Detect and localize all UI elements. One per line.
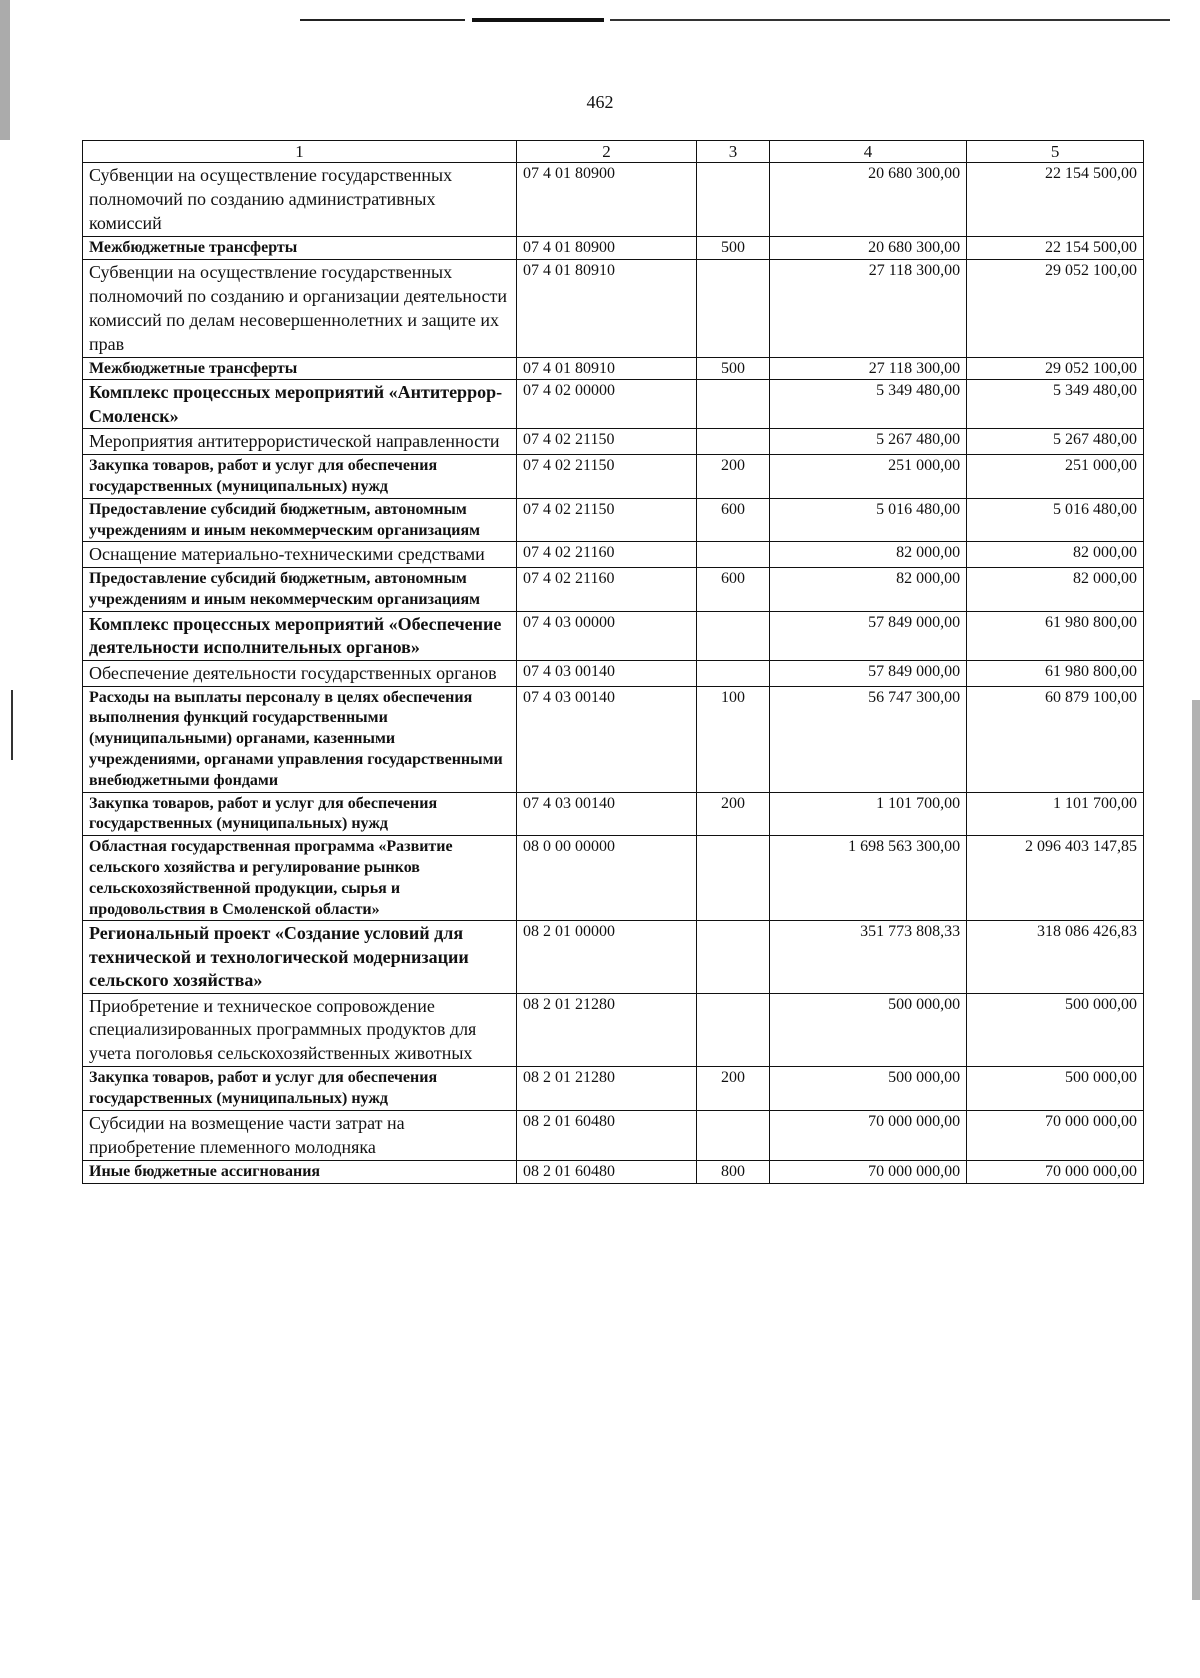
- row-value-2026-cell: 29 052 100,00: [967, 357, 1144, 380]
- row-value-2026-cell: 82 000,00: [967, 542, 1144, 568]
- row-value-2026-cell: 5 016 480,00: [967, 498, 1144, 542]
- row-code-cell: 07 4 03 00140: [517, 660, 697, 686]
- table-body: [83, 163, 1144, 1183]
- row-type-cell: [697, 611, 770, 660]
- row-code-cell: 07 4 03 00000: [517, 611, 697, 660]
- row-value-2026-cell: 500 000,00: [967, 1067, 1144, 1111]
- row-value-2025-cell: 57 849 000,00: [769, 660, 966, 686]
- row-value-2025-cell: 1 698 563 300,00: [769, 836, 966, 921]
- row-code-cell: 07 4 01 80900: [517, 237, 697, 260]
- row-value-2025-cell: 5 016 480,00: [769, 498, 966, 542]
- row-type-cell: [697, 660, 770, 686]
- table-row: [83, 455, 1144, 499]
- row-code-cell: 07 4 03 00140: [517, 686, 697, 792]
- table-row: [83, 568, 1144, 612]
- scan-artifact-left: [0, 0, 10, 140]
- row-name-cell: Оснащение материально-техническими средствами: [83, 542, 517, 568]
- row-value-2025-cell: 500 000,00: [769, 1067, 966, 1111]
- header-col-5: 5: [967, 141, 1144, 163]
- row-value-2025-cell: 5 349 480,00: [769, 380, 966, 429]
- header-col-4: 4: [769, 141, 966, 163]
- header-col-3: 3: [697, 141, 770, 163]
- row-value-2026-cell: 500 000,00: [967, 993, 1144, 1067]
- row-value-2025-cell: 27 118 300,00: [769, 259, 966, 357]
- row-name-cell: Мероприятия антитеррористической направленности: [83, 429, 517, 455]
- row-name-cell: Субвенции на осуществление государственных полномочий по созданию и организации деятельности комиссий по делам несовершеннолетних и защите их прав: [83, 259, 517, 357]
- row-type-cell: [697, 836, 770, 921]
- table-row: [83, 1160, 1144, 1183]
- table-row: [83, 993, 1144, 1067]
- table-row: [83, 357, 1144, 380]
- row-value-2025-cell: 27 118 300,00: [769, 357, 966, 380]
- row-name-cell: Приобретение и техническое сопровождение специализированных программных продуктов для учета поголовья сельскохозяйственных животных: [83, 993, 517, 1067]
- row-value-2026-cell: 251 000,00: [967, 455, 1144, 499]
- row-name-cell: Субвенции на осуществление государственных полномочий по созданию административных комиссий: [83, 163, 517, 237]
- scan-artifact-left-mark: [11, 690, 13, 760]
- table-row: [83, 498, 1144, 542]
- row-type-cell: [697, 1110, 770, 1160]
- row-name-cell: Субсидии на возмещение части затрат на приобретение племенного молодняка: [83, 1110, 517, 1160]
- row-value-2025-cell: 500 000,00: [769, 993, 966, 1067]
- table-row: [83, 1110, 1144, 1160]
- row-value-2026-cell: 1 101 700,00: [967, 792, 1144, 836]
- table-header-row: [83, 141, 1144, 163]
- row-name-cell: Обеспечение деятельности государственных органов: [83, 660, 517, 686]
- table-row: [83, 380, 1144, 429]
- row-type-cell: 500: [697, 357, 770, 380]
- row-value-2025-cell: 5 267 480,00: [769, 429, 966, 455]
- row-name-cell: Закупка товаров, работ и услуг для обеспечения государственных (муниципальных) нужд: [83, 792, 517, 836]
- table-row: [83, 163, 1144, 237]
- row-value-2026-cell: 70 000 000,00: [967, 1110, 1144, 1160]
- row-code-cell: 07 4 03 00140: [517, 792, 697, 836]
- page-number: 462: [586, 92, 614, 112]
- row-code-cell: 08 2 01 21280: [517, 993, 697, 1067]
- row-type-cell: [697, 163, 770, 237]
- row-type-cell: 200: [697, 455, 770, 499]
- table-row: [83, 792, 1144, 836]
- row-name-cell: Областная государственная программа «Развитие сельского хозяйства и регулирование рынков сельскохозяйственной продукции, сырья и продовольствия в Смоленской области»: [83, 836, 517, 921]
- row-value-2026-cell: 318 086 426,83: [967, 921, 1144, 993]
- row-code-cell: 07 4 02 21150: [517, 429, 697, 455]
- table-row: [83, 921, 1144, 993]
- row-name-cell: Закупка товаров, работ и услуг для обеспечения государственных (муниципальных) нужд: [83, 1067, 517, 1111]
- row-type-cell: 200: [697, 792, 770, 836]
- row-name-cell: Региональный проект «Создание условий для технической и технологической модернизации сельского хозяйства»: [83, 921, 517, 993]
- row-name-cell: Закупка товаров, работ и услуг для обеспечения государственных (муниципальных) нужд: [83, 455, 517, 499]
- row-value-2025-cell: 251 000,00: [769, 455, 966, 499]
- row-value-2026-cell: 60 879 100,00: [967, 686, 1144, 792]
- row-name-cell: Предоставление субсидий бюджетным, автономным учреждениям и иным некоммерческим организациям: [83, 568, 517, 612]
- row-type-cell: [697, 993, 770, 1067]
- row-value-2026-cell: 5 349 480,00: [967, 380, 1144, 429]
- row-code-cell: 07 4 01 80900: [517, 163, 697, 237]
- row-name-cell: Комплекс процессных мероприятий «Антитеррор-Смоленск»: [83, 380, 517, 429]
- row-name-cell: Предоставление субсидий бюджетным, автономным учреждениям и иным некоммерческим организациям: [83, 498, 517, 542]
- row-code-cell: 07 4 02 21150: [517, 498, 697, 542]
- table-row: [83, 429, 1144, 455]
- row-name-cell: Межбюджетные трансферты: [83, 237, 517, 260]
- row-value-2026-cell: 2 096 403 147,85: [967, 836, 1144, 921]
- row-code-cell: 08 0 00 00000: [517, 836, 697, 921]
- table-row: [83, 836, 1144, 921]
- row-code-cell: 08 2 01 60480: [517, 1160, 697, 1183]
- row-type-cell: 600: [697, 568, 770, 612]
- row-name-cell: Комплекс процессных мероприятий «Обеспечение деятельности исполнительных органов»: [83, 611, 517, 660]
- table-row: [83, 542, 1144, 568]
- row-code-cell: 08 2 01 21280: [517, 1067, 697, 1111]
- row-value-2025-cell: 82 000,00: [769, 568, 966, 612]
- row-type-cell: 500: [697, 237, 770, 260]
- row-value-2026-cell: 22 154 500,00: [967, 237, 1144, 260]
- row-value-2026-cell: 61 980 800,00: [967, 611, 1144, 660]
- row-type-cell: 200: [697, 1067, 770, 1111]
- table-row: [83, 259, 1144, 357]
- budget-table: [82, 140, 1144, 1184]
- row-value-2026-cell: 22 154 500,00: [967, 163, 1144, 237]
- table-row: [83, 660, 1144, 686]
- row-code-cell: 08 2 01 00000: [517, 921, 697, 993]
- scan-artifact-top: [300, 18, 1170, 22]
- table-row: [83, 686, 1144, 792]
- row-type-cell: [697, 259, 770, 357]
- row-type-cell: 600: [697, 498, 770, 542]
- header-col-1: 1: [83, 141, 517, 163]
- table-row: [83, 611, 1144, 660]
- row-code-cell: 07 4 01 80910: [517, 259, 697, 357]
- row-value-2026-cell: 5 267 480,00: [967, 429, 1144, 455]
- row-code-cell: 07 4 02 00000: [517, 380, 697, 429]
- row-value-2025-cell: 57 849 000,00: [769, 611, 966, 660]
- row-type-cell: [697, 380, 770, 429]
- row-value-2026-cell: 61 980 800,00: [967, 660, 1144, 686]
- row-value-2025-cell: 20 680 300,00: [769, 163, 966, 237]
- row-name-cell: Иные бюджетные ассигнования: [83, 1160, 517, 1183]
- row-value-2025-cell: 82 000,00: [769, 542, 966, 568]
- row-value-2025-cell: 56 747 300,00: [769, 686, 966, 792]
- row-type-cell: 100: [697, 686, 770, 792]
- header-col-2: 2: [517, 141, 697, 163]
- row-type-cell: 800: [697, 1160, 770, 1183]
- row-value-2026-cell: 82 000,00: [967, 568, 1144, 612]
- scan-artifact-right: [1192, 700, 1200, 1600]
- row-value-2025-cell: 70 000 000,00: [769, 1160, 966, 1183]
- row-code-cell: 07 4 02 21160: [517, 542, 697, 568]
- row-value-2025-cell: 1 101 700,00: [769, 792, 966, 836]
- row-code-cell: 07 4 02 21150: [517, 455, 697, 499]
- table-row: [83, 237, 1144, 260]
- row-value-2025-cell: 351 773 808,33: [769, 921, 966, 993]
- row-code-cell: 07 4 02 21160: [517, 568, 697, 612]
- row-code-cell: 07 4 01 80910: [517, 357, 697, 380]
- row-type-cell: [697, 429, 770, 455]
- row-code-cell: 08 2 01 60480: [517, 1110, 697, 1160]
- table-row: [83, 1067, 1144, 1111]
- row-value-2026-cell: 70 000 000,00: [967, 1160, 1144, 1183]
- row-value-2025-cell: 20 680 300,00: [769, 237, 966, 260]
- row-value-2025-cell: 70 000 000,00: [769, 1110, 966, 1160]
- row-type-cell: [697, 921, 770, 993]
- row-name-cell: Межбюджетные трансферты: [83, 357, 517, 380]
- row-value-2026-cell: 29 052 100,00: [967, 259, 1144, 357]
- row-name-cell: Расходы на выплаты персоналу в целях обеспечения выполнения функций государственными (муниципальными) органами, казенными учреждениями, органами управления государственными внебюджетными фондами: [83, 686, 517, 792]
- row-type-cell: [697, 542, 770, 568]
